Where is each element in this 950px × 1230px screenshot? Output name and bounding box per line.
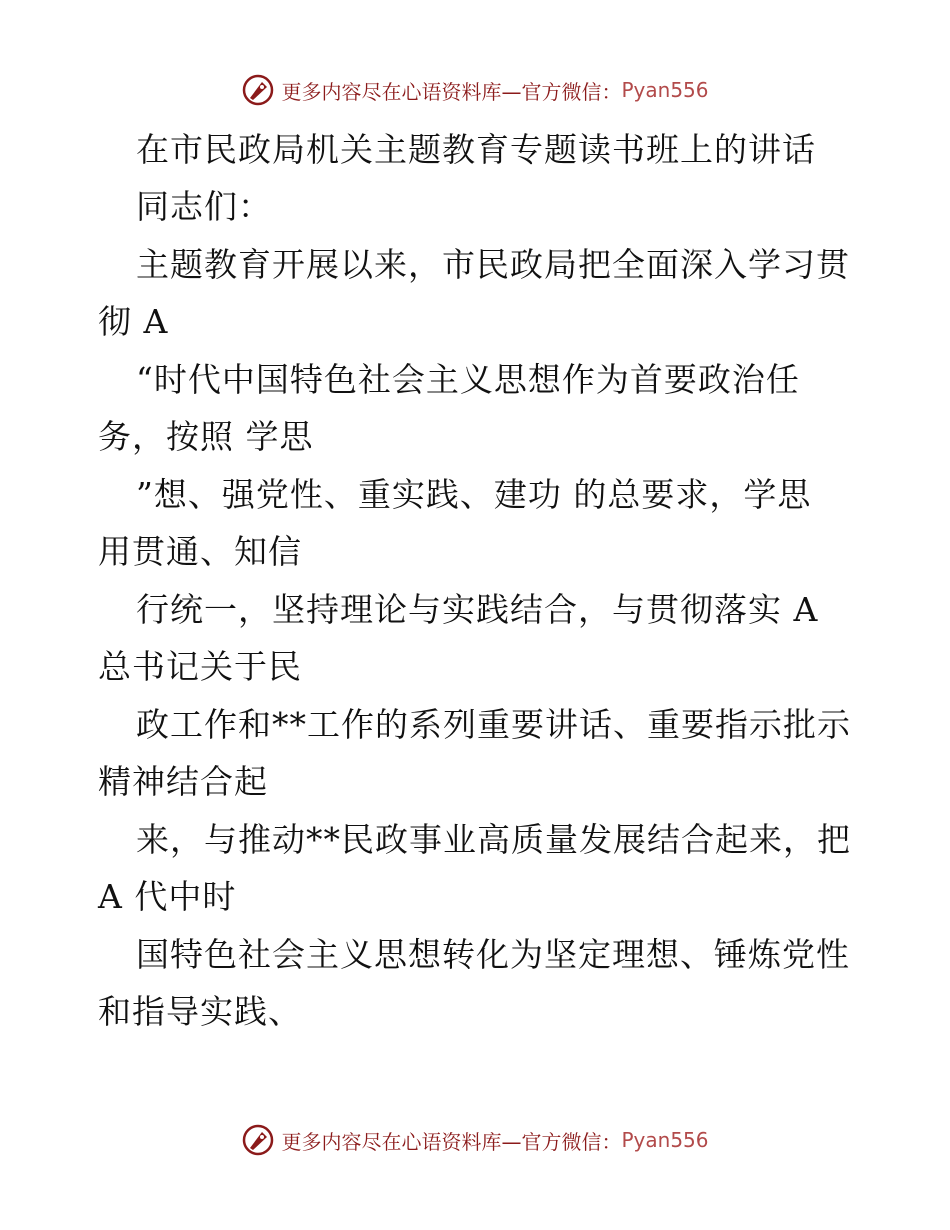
body-line: 总书记关于民 <box>98 647 302 686</box>
body-line: 来，与推动**民政事业高质量发展结合起来，把 <box>136 820 851 859</box>
body-line: 政工作和**工作的系列重要讲话、重要指示批示 <box>136 705 851 744</box>
pen-nib-logo-icon <box>241 1123 275 1157</box>
banner-wechat-account: Pyan556 <box>621 78 709 102</box>
body-line: ”想、强党性、重实践、建功 的总要求，学思 <box>136 475 812 514</box>
footer-banner <box>0 1120 950 1160</box>
pen-nib-logo-icon <box>241 73 275 107</box>
body-line: 用贯通、知信 <box>98 532 302 571</box>
header-banner <box>0 70 950 110</box>
banner-wechat-account: Pyan556 <box>621 1128 709 1152</box>
banner-text: 更多内容尽在心语资料库—官方微信： <box>281 79 622 104</box>
body-line: 精神结合起 <box>98 762 268 801</box>
body-line: 主题教育开展以来，市民政局把全面深入学习贯 <box>136 245 850 284</box>
body-line: “时代中国特色社会主义思想作为首要政治任 <box>136 360 800 399</box>
banner-text: 更多内容尽在心语资料库—官方微信： <box>281 1129 622 1154</box>
salutation: 同志们： <box>136 187 272 226</box>
body-line: 务，按照 学思 <box>98 417 314 456</box>
body-line: A 代中时 <box>98 877 237 916</box>
body-line: 行统一，坚持理论与实践结合，与贯彻落实 A <box>136 590 819 629</box>
body-line: 和指导实践、 <box>98 992 302 1031</box>
document-title: 在市民政局机关主题教育专题读书班上的讲话 <box>136 130 816 169</box>
body-line: 国特色社会主义思想转化为坚定理想、锤炼党性 <box>136 935 850 974</box>
body-line: 彻 A <box>98 302 169 341</box>
